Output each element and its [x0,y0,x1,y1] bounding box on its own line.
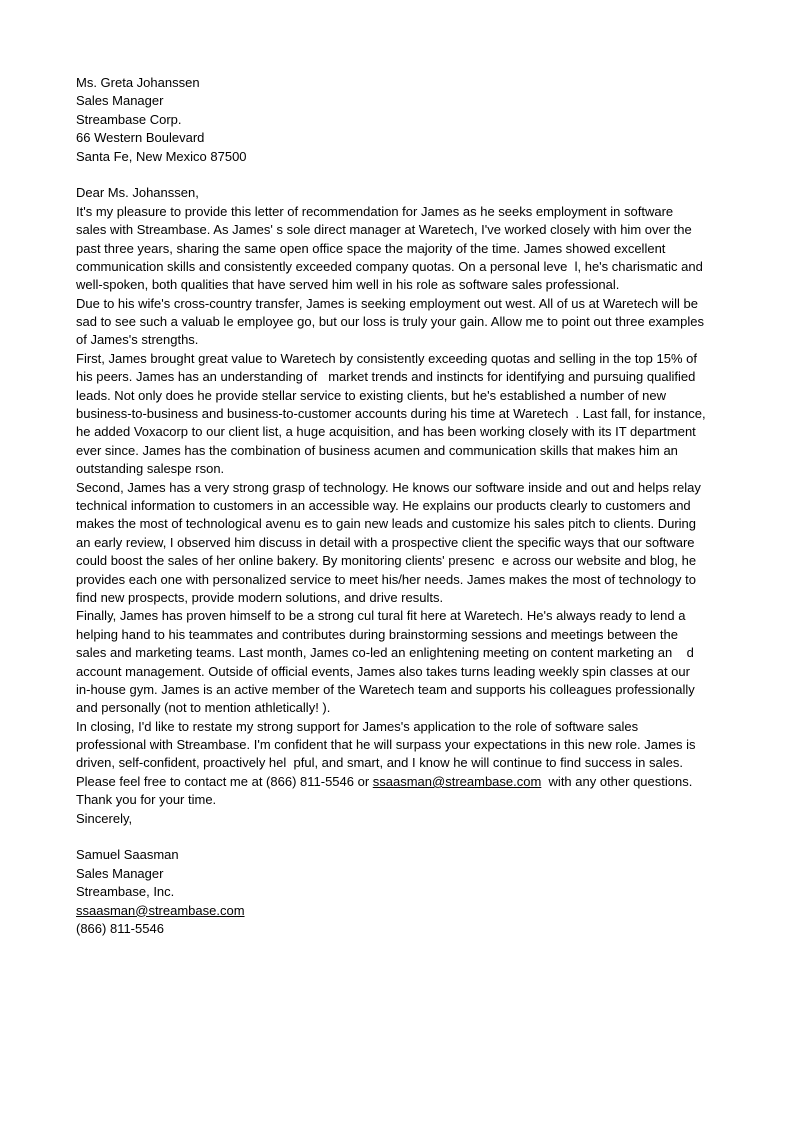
body-line: of James's strengths. [76,332,199,348]
spacer [76,828,716,846]
body-line: leads. Not only does he provide stellar service to existing clients, but he's established a number of new [76,387,666,403]
body-line: In closing, I'd like to restate my strong support for James's application to the role of software sales [76,718,639,734]
body-line: could boost the sales of her online bakery. By monitoring clients' presenc e across our website and blog, he [76,553,697,569]
body-line: sales and marketing teams. Last month, James co-led an enlightening meeting on content marketing an d [76,645,694,661]
letter-body [76,203,716,828]
recipient-address [76,74,716,166]
body-line: First, James brought great value to Waretech by consistently exceeding quotas and selling in the top 15% of [76,350,697,366]
body-line: well-spoken, both qualities that have served him well in his role as software sales professional. [76,277,620,293]
closing-thanks: Thank you for your time. [76,792,217,808]
body-line: communication skills and consistently exceeded company quotas. On a personal leve l, he's charismatic and [76,258,703,274]
body-line: an early review, I observed him discuss in detail with a prospective client the specific ways that our software [76,534,695,550]
sender-email-line [76,902,716,920]
contact-email-link[interactable]: ssaasman@streambase.com [372,773,542,789]
recipient-company: Streambase Corp. [76,111,182,127]
body-line: Due to his wife's cross-country transfer, James is seeking employment out west. All of us at Waretech will be [76,295,698,311]
letter [76,74,716,938]
signoff: Sincerely, [76,810,133,826]
body-line: driven, self-confident, proactively hel pful, and smart, and I know he will continue to find success in sales. [76,755,683,771]
sender-name: Samuel Saasman [76,847,179,863]
body-line: It's my pleasure to provide this letter of recommendation for James as he seeks employment in software [76,203,674,219]
body-line: outstanding salespe rson. [76,461,225,477]
body-line: Second, James has a very strong grasp of technology. He knows our software inside and out and helps relay [76,479,701,495]
body-line: his peers. James has an understanding of market trends and instincts for identifying and pursuing qualified [76,369,696,385]
body-line: find new prospects, provide modern solutions, and drive results. [76,589,444,605]
body-line: and personally (not to mention athletically! ). [76,700,331,716]
recipient-city: Santa Fe, New Mexico 87500 [76,148,247,164]
body-line: account management. Outside of official events, James also takes turns leading weekly spin classes at our [76,663,690,679]
body-line: professional with Streambase. I'm confident that he will surpass your expectations in this new role. James is [76,737,696,753]
sender-signature-block [76,846,716,938]
contact-text: Please feel free to contact me at (866) 811-5546 or [76,773,373,789]
recipient-name: Ms. Greta Johanssen [76,75,200,90]
body-line: past three years, sharing the same open office space the majority of the time. James showed excellent [76,240,666,256]
body-line: he added Voxacorp to our client list, a huge acquisition, and has been working closely with its IT department [76,424,696,440]
contact-line [76,773,716,791]
sender-title: Sales Manager [76,865,164,881]
recipient-street: 66 Western Boulevard [76,130,205,146]
body-line: sales with Streambase. As James' s sole direct manager at Waretech, I've worked closely with him over the [76,222,692,238]
body-line: makes the most of technological avenu es to gain new leads and customize his sales pitch to clients. During [76,516,697,532]
body-line: sad to see such a valuab le employee go, but our loss is truly your gain. Allow me to point out three examples [76,314,704,330]
body-line: ever since. James has the combination of business acumen and communication skills that makes him an [76,442,678,458]
sender-company: Streambase, Inc. [76,884,175,900]
body-line: technical information to customers in an accessible way. He explains our products clearly to customers and [76,497,691,513]
sender-phone: (866) 811-5546 [76,920,164,936]
body-line: in-house gym. James is an active member of the Waretech team and supports his colleagues professionally [76,681,695,697]
salutation: Dear Ms. Johanssen, [76,185,199,201]
body-line: provides each one with personalized service to meet his/her needs. James makes the most of technology to [76,571,696,587]
body-line: business-to-business and business-to-customer accounts during his time at Waretech . Last fall, for instance, [76,406,706,422]
recipient-title: Sales Manager [76,93,164,109]
contact-text-end: with any other questions. [541,773,693,789]
spacer [76,166,716,184]
body-line: helping hand to his teammates and contributes during brainstorming sessions and meetings between the [76,626,678,642]
sender-email-link[interactable]: ssaasman@streambase.com [76,902,245,918]
body-line: Finally, James has proven himself to be a strong cul tural fit here at Waretech. He's always ready to lend a [76,608,686,624]
